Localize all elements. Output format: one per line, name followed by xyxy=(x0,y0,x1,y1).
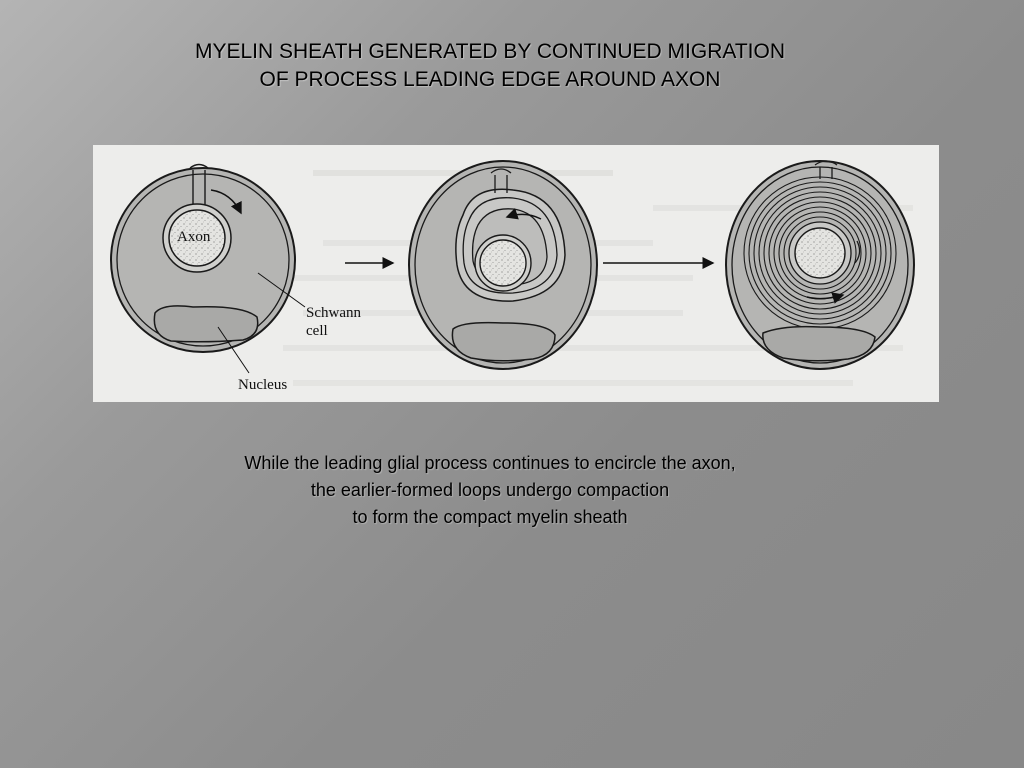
stage-1-schwann-cell xyxy=(111,165,305,374)
stage-3-schwann-cell xyxy=(726,161,914,369)
caption-line-1: While the leading glial process continues to encircle the axon, xyxy=(244,453,736,473)
nucleus-label: Nucleus xyxy=(238,377,288,393)
caption-line-2: the earlier-formed loops undergo compaction xyxy=(310,480,670,500)
myelination-figure xyxy=(93,145,939,402)
title-line-2: OF PROCESS LEADING EDGE AROUND AXON xyxy=(259,68,721,91)
stage-2-schwann-cell xyxy=(409,161,597,369)
title-line-1: MYELIN SHEATH GENERATED BY CONTINUED MIGRATION xyxy=(194,40,785,63)
axon-label: Axon xyxy=(177,229,211,245)
myelination-diagram xyxy=(93,145,939,402)
stage-2-nucleus xyxy=(452,323,555,361)
stage-3-axon xyxy=(795,228,845,278)
stage-3-nucleus xyxy=(763,327,875,361)
slide-title xyxy=(90,38,890,94)
schwann-label-line-1: Schwann xyxy=(306,305,361,321)
slide-caption xyxy=(130,450,850,531)
schwann-label-line-2: cell xyxy=(306,323,328,339)
caption-line-3: to form the compact myelin sheath xyxy=(352,507,628,527)
stage-1-nucleus xyxy=(154,306,257,342)
